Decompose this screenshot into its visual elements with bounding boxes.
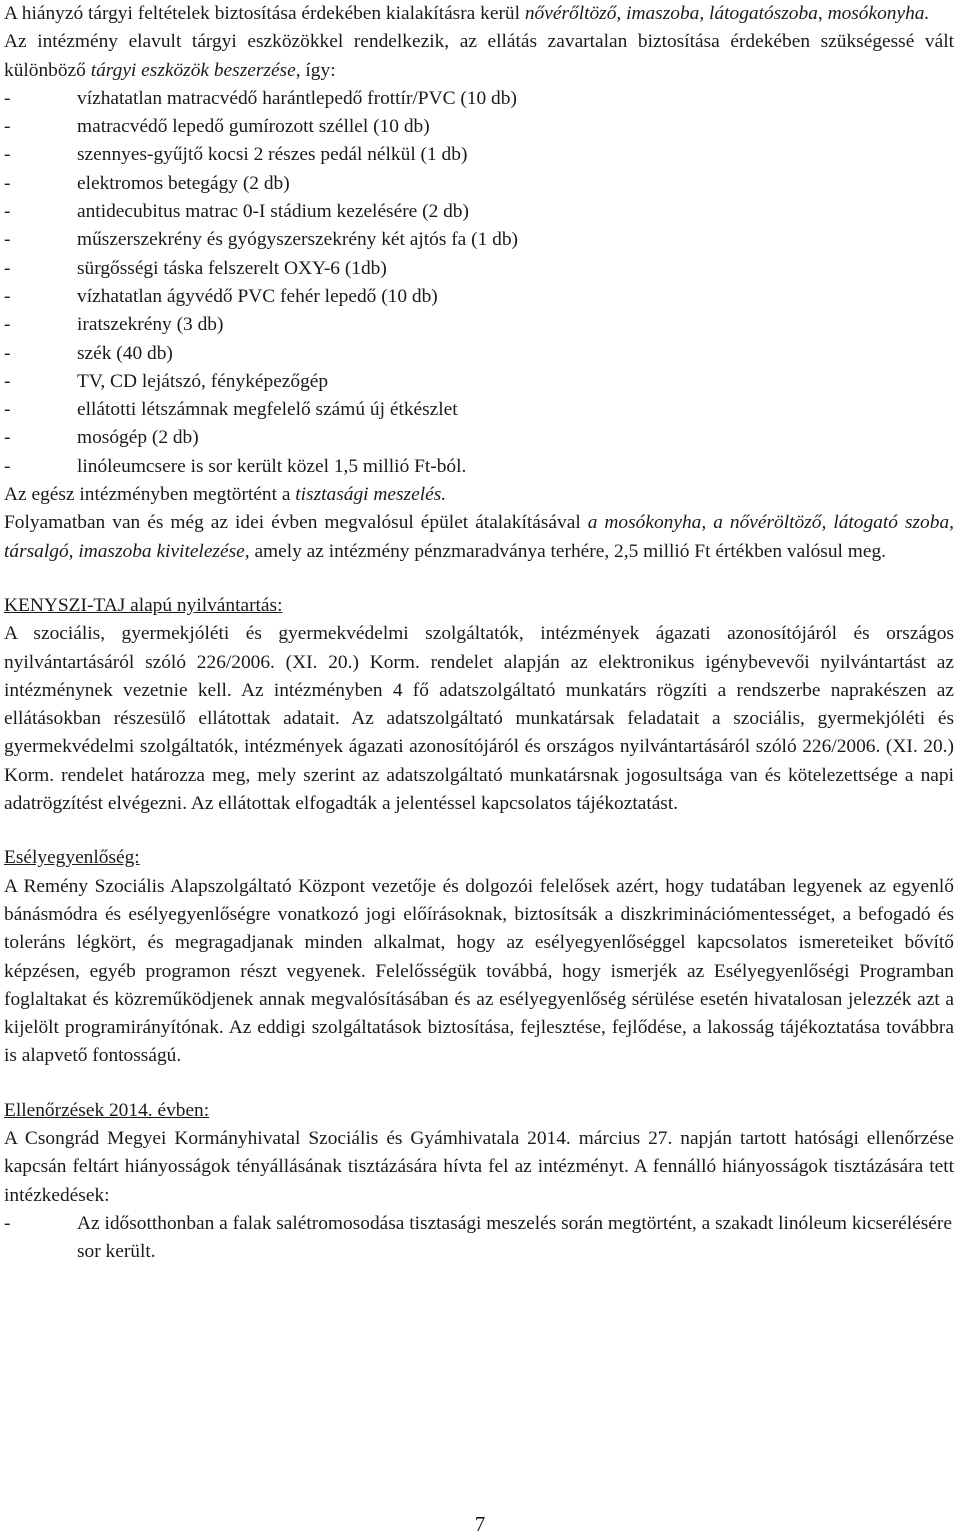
ellenorzesek-heading: Ellenőrzések 2014. évben: bbox=[4, 1099, 210, 1121]
list-item: - antidecubitus matrac 0-I stádium kezelésére (2 db) bbox=[4, 201, 469, 223]
equipment-paragraph bbox=[4, 28, 954, 85]
list-item: - mosógép (2 db) bbox=[4, 427, 199, 449]
kenyszi-heading: KENYSZI-TAJ alapú nyilvántartás: bbox=[4, 594, 283, 616]
ellenorzesek-list bbox=[4, 1210, 954, 1267]
list-item: - elektromos betegágy (2 db) bbox=[4, 172, 290, 194]
eselyegyenloseg-heading: Esélyegyenlőség: bbox=[4, 847, 140, 869]
ellenorzesek-body: A Csongrád Megyei Kormányhivatal Szociális és Gyámhivatala 2014. március 27. napján tartott hatósági ellenőrzése kapcsán feltárt hiányosságok tényállásának tisztázására hívta fel az intézményt. A fennálló hiányosságok tisztázására tett intézkedések: bbox=[4, 1127, 954, 1206]
list-item: - iratszekrény (3 db) bbox=[4, 314, 224, 336]
equipment-text-end: , így: bbox=[295, 59, 336, 81]
equipment-text: Az intézmény elavult tárgyi eszközökkel rendelkezik, az ellátás zavartalan biztosítása érdekében szükségessé vált különböző bbox=[4, 31, 954, 81]
list-item: - szék (40 db) bbox=[4, 342, 173, 364]
list-item: - TV, CD lejátszó, fényképezőgép bbox=[4, 370, 329, 392]
intro-paragraph bbox=[4, 0, 954, 28]
list-item: - Az idősotthonban a falak salétromosodása tisztasági meszelés során megtörtént, a szakadt linóleum kicserélésére sor került. bbox=[4, 1212, 952, 1263]
list-item: - sürgősségi táska felszerelt OXY-6 (1db) bbox=[4, 257, 387, 279]
intro-text: A hiányzó tárgyi feltételek biztosítása érdekében kialakításra kerül bbox=[4, 3, 525, 24]
page-number: 7 bbox=[474, 1512, 486, 1536]
list-item: - matracvédő lepedő gumírozott széllel (10 db) bbox=[4, 116, 430, 138]
list-item: - linóleumcsere is sor került közel 1,5 millió Ft-ból. bbox=[4, 455, 467, 477]
equipment-emphasis: tárgyi eszközök beszerzése bbox=[90, 59, 296, 81]
list-item: - műszerszekrény és gyógyszerszekrény két ajtós fa (1 db) bbox=[4, 229, 518, 251]
eselyegyenloseg-body: A Remény Szociális Alapszolgáltató Központ vezetője és dolgozói felelősek azért, hogy tudatában legyenek az egyenlő bánásmódra és esélyegyenlőségre vonatkozó jogi előírásoknak, biztosítsák a diszkriminációmentességet, a befogadó és toleráns légkört, és megragadjanak minden alkalmat, hogy az esélyegyenlőséggel kapcsolatos ismereteiket bővítő képzésen, egyéb programon részt vegyenek. Felelősségük továbbá, hogy ismerjék az Esélyegyenlőségi Programban foglaltakat és közreműködjenek annak megvalósításában és az esélyegyenlőség sérülése esetén hivatalosan jelezzék azt a kijelölt programirányítónak. Az eddigi szolgáltatások biztosítása, fejlesztése, fejlődése, a lakosság tájékoztatása továbbra is alapvető fontosságú. bbox=[4, 875, 954, 1067]
folyamatban-paragraph: Folyamatban van és még az idei évben megvalósul épület átalakításával a mosókonyha, a nővéröltöző, látogató szoba, társalgó, imaszoba kivitelezése, amely az intézmény pénzmaradványa terhére, 2,5 millió Ft értékben valósul meg. bbox=[4, 512, 954, 562]
meszeles-emphasis: tisztasági meszelés. bbox=[295, 484, 447, 506]
meszeles-paragraph: Az egész intézményben megtörtént a tisztasági meszelés. bbox=[4, 484, 447, 506]
list-item: - vízhatatlan matracvédő harántlepedő frottír/PVC (10 db) bbox=[4, 87, 517, 109]
document-page bbox=[4, 0, 954, 1266]
list-item: - szennyes-gyűjtő kocsi 2 részes pedál nélkül (1 db) bbox=[4, 144, 468, 166]
kenyszi-body: A szociális, gyermekjóléti és gyermekvédelmi szolgáltatók, intézmények ágazati azonosítójáról és országos nyilvántartásáról szóló 226/2006. (XI. 20.) Korm. rendelet alapján az elektronikus igénybevevői nyilvántartást az intézménynek vezetnie kell. Az intézményben 4 fő adatszolgáltató munkatárs rögzíti a rendszerbe naprakészen az ellátásokban részesülő ellátottak adatait. Az adatszolgáltató munkatársak feladatait a szociális, gyermekjóléti és gyermekvédelmi szolgáltatók, intézmények ágazati azonosítójáról és országos nyilvántartásáról szóló 226/2006. (XI. 20.) Korm. rendelet határozza meg, mely szerint az adatszolgáltató munkatársnak jogosultsága van és kötelezettsége a napi adatrögzítést elvégezni. Az ellátottak elfogadták a jelentéssel kapcsolatos tájékoztatást. bbox=[4, 623, 954, 815]
folyamatban-emphasis: a mosókonyha, a nővéröltöző, látogató szoba, társalgó, imaszoba kivitelezése, bbox=[4, 512, 954, 562]
list-item: - ellátotti létszámnak megfelelő számú új étkészlet bbox=[4, 399, 458, 421]
list-item: - vízhatatlan ágyvédő PVC fehér lepedő (10 db) bbox=[4, 285, 438, 307]
intro-rooms: nővérőltöző, imaszoba, látogatószoba, mosókonyha. bbox=[524, 3, 930, 24]
equipment-list bbox=[4, 85, 954, 481]
